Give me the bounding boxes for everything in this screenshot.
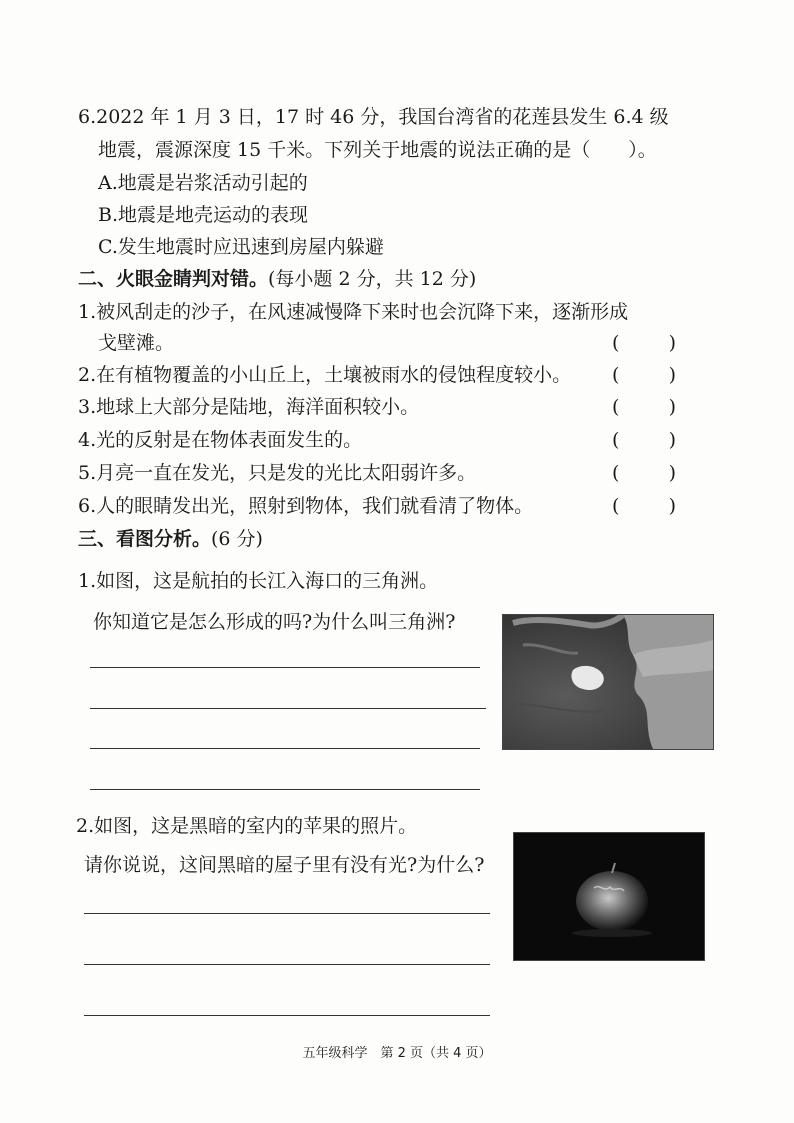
delta-aerial-photo xyxy=(502,614,714,750)
q3-1-question: 你知道它是怎么形成的吗?为什么叫三角洲? xyxy=(93,611,456,633)
q3-1-title: 1.如图，这是航拍的长江入海口的三角洲。 xyxy=(78,570,439,592)
answer-line[interactable] xyxy=(90,748,480,749)
answer-line[interactable] xyxy=(90,789,480,790)
tf-item-3: 3.地球上大部分是陆地，海洋面积较小。 xyxy=(78,396,420,418)
q6-line2: 地震，震源深度 15 千米。下列关于地震的说法正确的是（ ）。 xyxy=(98,139,657,161)
answer-line[interactable] xyxy=(90,667,480,668)
section2-title: 二、火眼金睛判对错。 xyxy=(78,268,269,290)
q6-line1: 6.2022 年 1 月 3 日，17 时 46 分，我国台湾省的花莲县发生 6.4 级 xyxy=(78,106,669,128)
section3-title: 三、看图分析。 xyxy=(78,528,212,550)
tf-item-5: 5.月亮一直在发光，只是发的光比太阳弱许多。 xyxy=(78,462,477,484)
answer-line[interactable] xyxy=(90,708,486,709)
q3-2-question: 请你说说，这间黑暗的屋子里有没有光?为什么? xyxy=(84,854,485,876)
answer-line[interactable] xyxy=(84,964,490,965)
section3-note: (6 分) xyxy=(211,528,263,550)
q6-option-c: C.发生地震时应迅速到房屋内躲避 xyxy=(98,236,384,258)
delta-image xyxy=(503,615,713,749)
section3-heading xyxy=(78,526,263,552)
section2-heading xyxy=(78,266,476,292)
tf-item-6: 6.人的眼睛发出光，照射到物体，我们就看清了物体。 xyxy=(78,495,534,517)
answer-line[interactable] xyxy=(84,1015,490,1016)
tf-item-2: 2.在有植物覆盖的小山丘上，土壤被雨水的侵蚀程度较小。 xyxy=(78,364,572,386)
apple-in-dark-photo xyxy=(513,832,705,961)
tf-item-1: 1.被风刮走的沙子，在风速减慢降下来时也会沉降下来，逐渐形成 xyxy=(78,301,629,323)
tf-item-4: 4.光的反射是在物体表面发生的。 xyxy=(78,429,363,451)
section2-note: (每小题 2 分，共 12 分) xyxy=(268,268,477,290)
apple-image xyxy=(514,833,704,960)
page-footer: 五年级科学 第 2 页（共 4 页） xyxy=(302,1046,492,1061)
q6-option-a: A.地震是岩浆活动引起的 xyxy=(98,172,308,194)
answer-line[interactable] xyxy=(84,913,490,914)
q6-option-b: B.地震是地壳运动的表现 xyxy=(98,204,309,226)
q3-2-title: 2.如图，这是黑暗的室内的苹果的照片。 xyxy=(76,815,418,837)
tf-item-1-cont: 戈壁滩。 xyxy=(98,332,175,354)
